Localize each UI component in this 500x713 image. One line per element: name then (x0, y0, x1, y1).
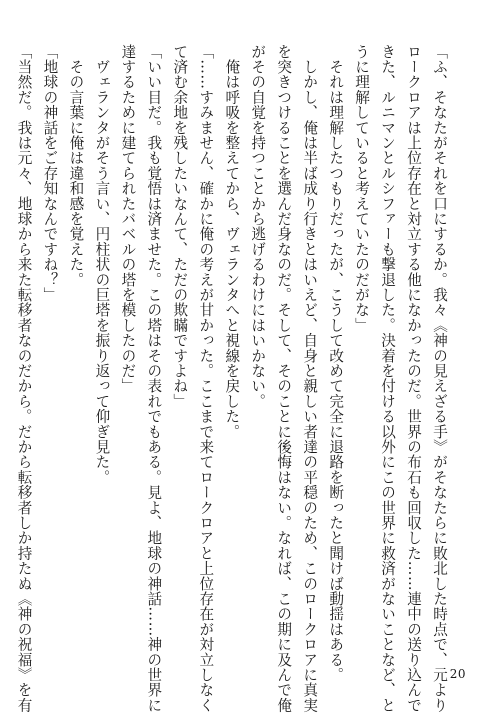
text-line: うに理解していると考えていたのだがな」 (353, 44, 371, 333)
text-line: しかし、俺は半ば成り行きとはいえど、自身と親しい者達の平穏のため、このロークロアに真実 (301, 44, 319, 713)
text-line: 「いい目だ。我も覚悟は済ませた。この塔はその表れでもある。見よ、地球の神話……神の世界に (145, 44, 163, 713)
text-line: 「……すみません、確かに俺の考えが甘かった。ここまで来てロークロアと上位存在が対立しなく (197, 44, 215, 713)
text-line: て済む余地を残したいなんて、ただの欺瞞ですよね」 (171, 44, 189, 409)
text-line: その言葉に俺は違和感を覚えた。 (67, 44, 85, 288)
text-line: ヴェランタがそう言い、円柱状の巨塔を振り返って仰ぎ見た。 (93, 44, 111, 485)
page-number: 20 (449, 667, 466, 681)
text-line: がその自覚を持つことから逃げるわけにはいかない。 (249, 44, 267, 409)
vertical-text-block (15, 44, 452, 713)
text-line: きた、ルニマンとルシファーも撃退した。決着を付ける以外にこの世界に救済がないことなど、と (379, 44, 397, 713)
text-line: それは理解したつもりだったが、こうして改めて完全に退路を断ったと聞けば動揺はある。 (327, 44, 345, 683)
text-line: 「当然だ。我は元々、地球から来た転移者なのだから。だから転移者しか持たぬ《神の祝福》を有 (15, 44, 33, 713)
text-line: を突きつけることを選んだ身なのだ。そして、そのことに後悔はない。なれば、この期に及んで俺 (275, 44, 293, 713)
text-line: ロークロアは上位存在と対立する他になかったのだ。世界の布石も回収した……連中の送り込んで (405, 44, 423, 713)
text-line: 達するために建てられたバベルの塔を模したのだ」 (119, 44, 137, 394)
text-line: 「ふ、そなたがそれを口にするか。我々《神の見えざる手》がそなたらに敗北した時点で、元より (431, 44, 448, 713)
text-line: 「地球の神話をご存知なんですね？」 (41, 44, 59, 303)
text-line: 俺は呼吸を整えてから、ヴェランタへと視線を戻した。 (223, 44, 241, 440)
